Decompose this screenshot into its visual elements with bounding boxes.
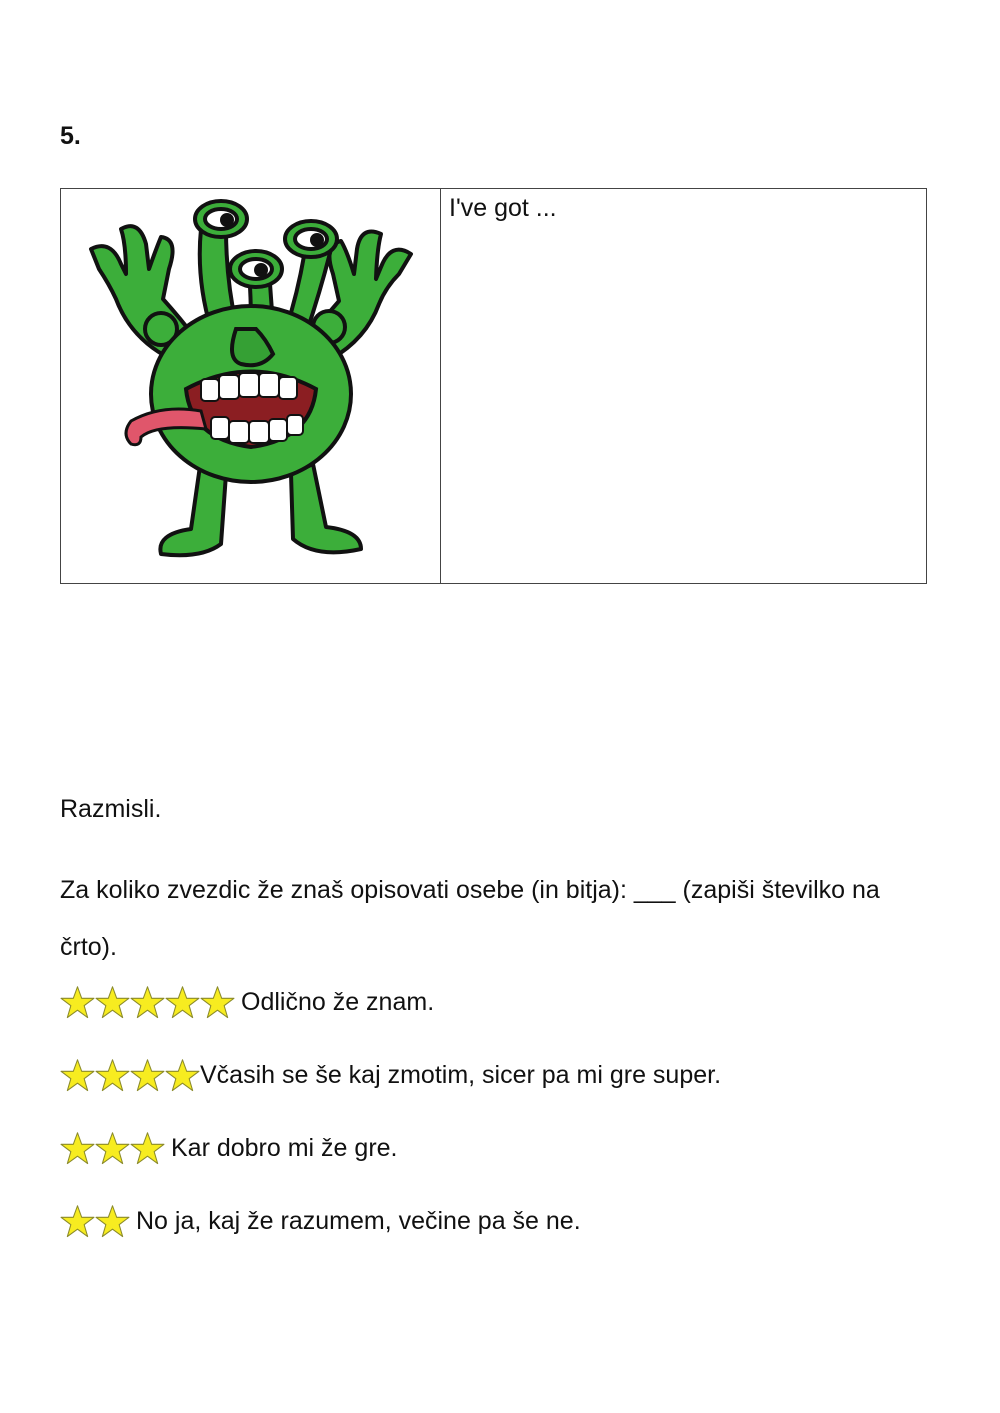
star-icon [60,1204,95,1239]
rating-4-stars [60,1058,721,1093]
star-icon [95,1204,130,1239]
star-icon [130,985,165,1020]
image-cell [61,189,441,583]
star-icon [60,1058,95,1093]
reflection-question: Za koliko zvezdic že znaš opisovati osebe (in bitja): ___ (zapiši številko na črto). [60,876,880,961]
star-icon [130,1058,165,1093]
star-icon [60,985,95,1020]
two-stars-icon [60,1204,130,1239]
rating-3-stars [60,1131,398,1166]
three-stars-icon [60,1131,165,1166]
reflection-prompt: Razmisli. [60,795,162,823]
rating-2-stars [60,1204,581,1239]
four-stars-icon [60,1058,200,1093]
task-number: 5. [60,122,81,150]
rating-5-stars [60,985,434,1020]
star-icon [95,985,130,1020]
answer-prompt: I've got ... [449,194,557,222]
star-icon [130,1131,165,1166]
star-icon [95,1058,130,1093]
star-icon [200,985,235,1020]
rating-text: Odlično že znam. [241,988,435,1016]
five-stars-icon [60,985,235,1020]
rating-text: Kar dobro mi že gre. [171,1134,398,1162]
answer-cell[interactable] [441,189,926,583]
star-icon [165,985,200,1020]
rating-text: Včasih se še kaj zmotim, sicer pa mi gre super. [200,1061,722,1089]
exercise-table [60,188,927,584]
rating-text: No ja, kaj že razumem, večine pa še ne. [136,1207,581,1235]
monster-illustration-icon [61,189,441,583]
star-icon [165,1058,200,1093]
star-icon [95,1131,130,1166]
star-icon [60,1131,95,1166]
